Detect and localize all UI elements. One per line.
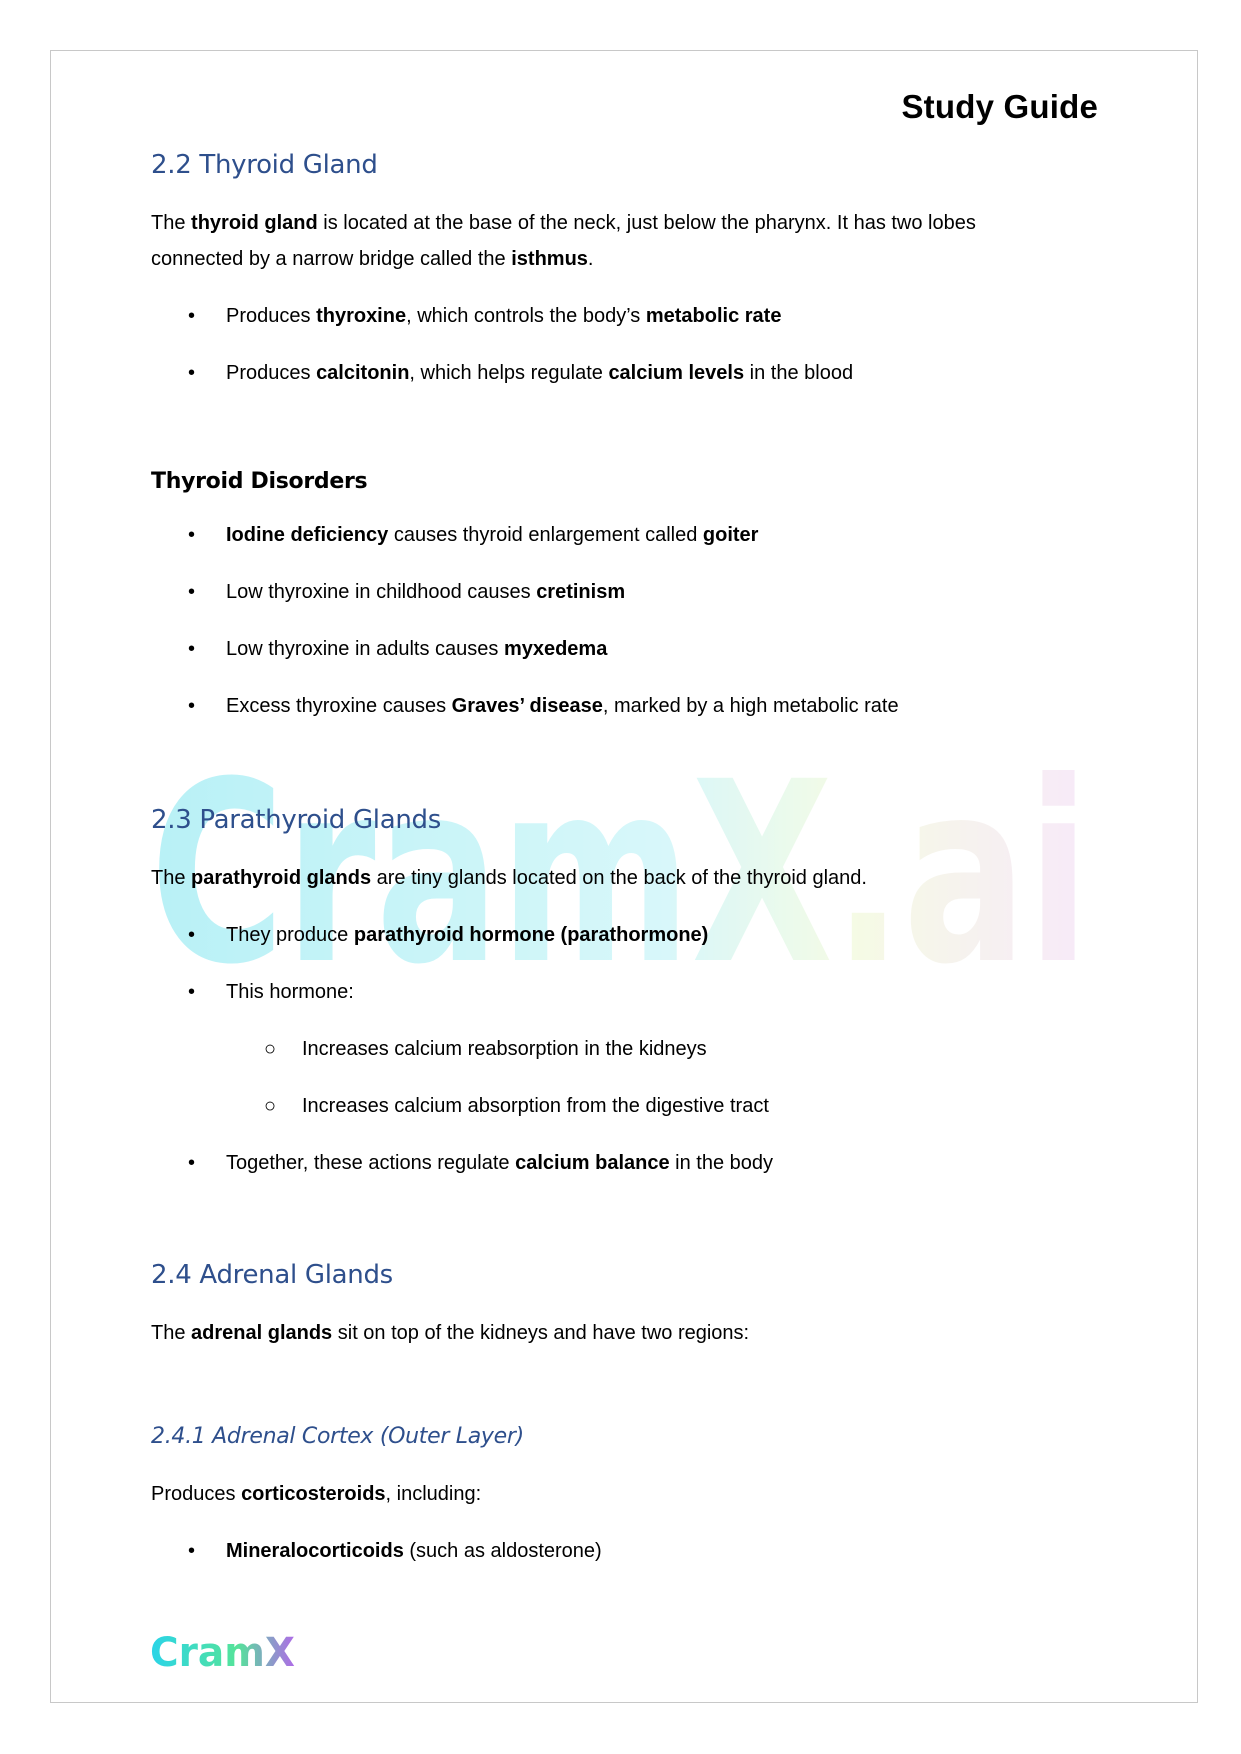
page-title: Study Guide [901,88,1098,125]
paragraph-thyroid-intro-line1: The thyroid gland is located at the base of the neck, just below the pharynx. It has two lobes [151,212,976,234]
subheading-thyroid-disorders: Thyroid Disorders [151,469,368,494]
paragraph-thyroid-intro-line2: connected by a narrow bridge called the isthmus. [151,248,594,270]
paragraph-parathyroid-intro: The parathyroid glands are tiny glands located on the back of the thyroid gland. [151,867,867,889]
sub-list-item: ○ Increases calcium reabsorption in the kidneys [264,1038,707,1060]
bullet-icon: • [188,362,196,384]
bullet-icon: • [188,305,196,327]
list-item: • Low thyroxine in childhood causes cretinism [188,578,226,606]
bullet-icon: • [188,1540,196,1562]
watermark-text: CramX.ai [150,760,1090,1000]
section-heading-2-4: 2.4 Adrenal Glands [151,1260,393,1290]
bullet-icon: • [188,981,196,1003]
circle-bullet-icon: ○ [264,1038,277,1060]
bullet-icon: • [188,524,196,546]
list-item: • Produces calcitonin, which helps regulate calcium levels in the blood [188,359,226,387]
list-item: • Produces thyroxine, which controls the body’s metabolic rate [188,302,226,330]
paragraph-cortex-intro: Produces corticosteroids, including: [151,1483,482,1505]
sub-list-item: ○ Increases calcium absorption from the digestive tract [264,1095,769,1117]
section-heading-2-3: 2.3 Parathyroid Glands [151,805,441,835]
list-item: • This hormone: [188,978,226,1006]
list-item: • Excess thyroxine causes Graves’ disease, marked by a high metabolic rate [188,692,226,720]
section-heading-2-4-1: 2.4.1 Adrenal Cortex (Outer Layer) [151,1424,524,1449]
list-item: • Together, these actions regulate calcium balance in the body [188,1149,226,1177]
circle-bullet-icon: ○ [264,1095,277,1117]
list-item: • Low thyroxine in adults causes myxedema [188,635,226,663]
bullet-icon: • [188,695,196,717]
bullet-icon: • [188,638,196,660]
bullet-icon: • [188,1152,196,1174]
cramx-logo-icon [150,1626,300,1676]
section-heading-2-2: 2.2 Thyroid Gland [151,150,378,180]
list-item: • Iodine deficiency causes thyroid enlargement called goiter [188,521,226,549]
list-item: • Mineralocorticoids (such as aldosterone) [188,1537,226,1565]
paragraph-adrenal-intro: The adrenal glands sit on top of the kidneys and have two regions: [151,1322,750,1344]
footer-logo-text: CramX [150,1630,296,1676]
bullet-icon: • [188,924,196,946]
bullet-icon: • [188,581,196,603]
list-item: • They produce parathyroid hormone (parathormone) [188,921,226,949]
